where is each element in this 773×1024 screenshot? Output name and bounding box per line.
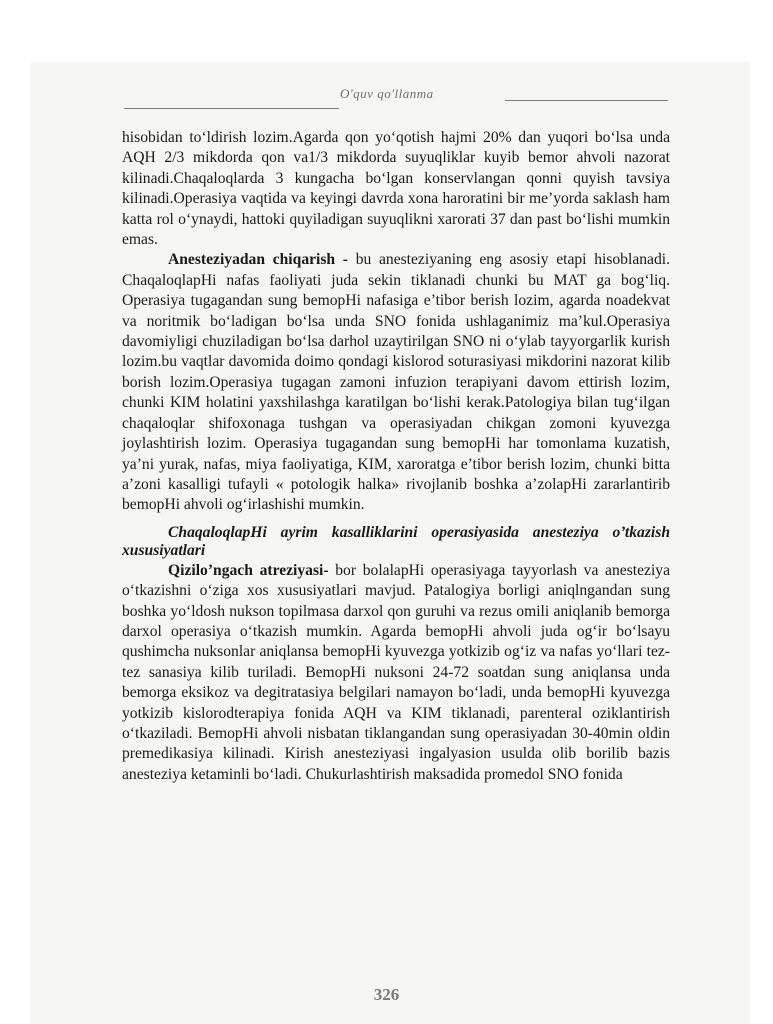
paragraph-3-body: bor bolalapHi operasiyaga tayyorlash va anesteziya o‘tkazishni o‘ziga xos xususiyatlari mavjud. Patalogiya borligi aniqlngandan sung boshka yo‘ldosh nukson topilmasa darxol qon guruhi va rezus omili aniqlanib bemorga darxol operasiya o‘tkazish mumkin. Agarda bemopHi ahvoli juda og‘ir bo‘lsayu qushimcha nuksonlar aniqlansa bemopHi kyuvezga yotkizib og‘iz va nafas yo‘llari tez-tez sanasiya kilib turiladi. BemopHi nuksoni 24-72 soatdan sung aniqlansa unda bemorga eksikoz va degitratasiya belgilari namayon bo‘ladi, unda bemopHi kyuvezga yotkizib kislorodterapiya fonida AQH va KIM tiklanadi, parenteral oziklantirish o‘tkaziladi. BemopHi ahvoli nisbatan tiklangandan sung operasiyadan 30-40min oldin premedikasiya kilinadi. Kirish anesteziyasi ingalyasion usulda olib borilib bazis anesteziya ketaminli bo‘ladi. Chukurlashtirish maksadida promedol SNO fonida bbox=[122, 561, 670, 783]
paragraph-2-lead: Anesteziyadan chiqarish - bbox=[168, 251, 348, 269]
header-rule-right bbox=[505, 100, 668, 101]
paragraph-2 bbox=[122, 250, 670, 515]
section-heading: ChaqaloqlapHi ayrim kasalliklarini operasiyasida anesteziya o’tkazish xususiyatlari bbox=[122, 523, 670, 560]
paragraph-2-body: bu anesteziyaning eng asosiy etapi hisoblanadi. ChaqaloqlapHi nafas faoliyati juda sekin tiklanadi chunki bu MAT ga bog‘liq. Operasiya tugagandan sung bemopHi nafasiga e’tibor berish lozim, agarda noadekvat va noritmik bo‘ladigan bo‘lsa unda SNO fonida ushlaganimiz ma’kul.Operasiya davomiyligi chuziladigan bo‘lsa darhol uzaytirilgan SNO ni o‘ylab tayyorgarlik kurish lozim.bu vaqtlar davomida doimo qondagi kislorod soturasiyasi mikdorini nazorat kilib borish lozim.Operasiya tugagan zamoni infuzion terapiyani davom ettirish lozim, chunki KIM holatini yaxshilashga karatilgan bo‘lishi kerak.Patologiya bilan tug‘ilgan chaqaloqlar shifoxonaga tushgan va operasiyadan chikgan zomoni kyuvezga joylashtirish lozim. Operasiya tugagandan sung bemopHi har tomonlama kuzatish, ya’ni yurak, nafas, miya faoliyatiga, KIM, xaroratga e’tibor berish lozim, chunki bitta a’zoni kasalligi tufayli « potologik halka» rivojlanib boshka a’zolapHi zararlantirib bemopHi ahvoli og‘irlashishi mumkin. bbox=[122, 251, 670, 514]
page-body bbox=[122, 128, 670, 785]
paragraph-1: hisobidan to‘ldirish lozim.Agarda qon yo‘qotish hajmi 20% dan yuqori bo‘lsa unda AQH 2/3 mikdorda qon va1/3 mikdorda suyuqliklar kuyib bemor ahvoli nazorat kilinadi.Chaqaloqlarda 3 kungacha bo‘lgan konservlangan qonni quyish tavsiya kilinadi.Operasiya vaqtida va keyingi davrda xona haroratini bir me’yorda saklash ham katta rol o‘ynaydi, hattoki quyiladigan suyuqlikni xarorati 37 dan past bo‘lishi mumkin emas. bbox=[122, 129, 670, 249]
header-rule-left bbox=[124, 108, 339, 109]
paragraph-3 bbox=[122, 561, 670, 785]
paragraph-3-lead: Qizilo’ngach atreziyasi- bbox=[168, 561, 329, 579]
running-header: O'quv qo'llanma bbox=[340, 86, 434, 101]
page-number: 326 bbox=[373, 985, 400, 1004]
